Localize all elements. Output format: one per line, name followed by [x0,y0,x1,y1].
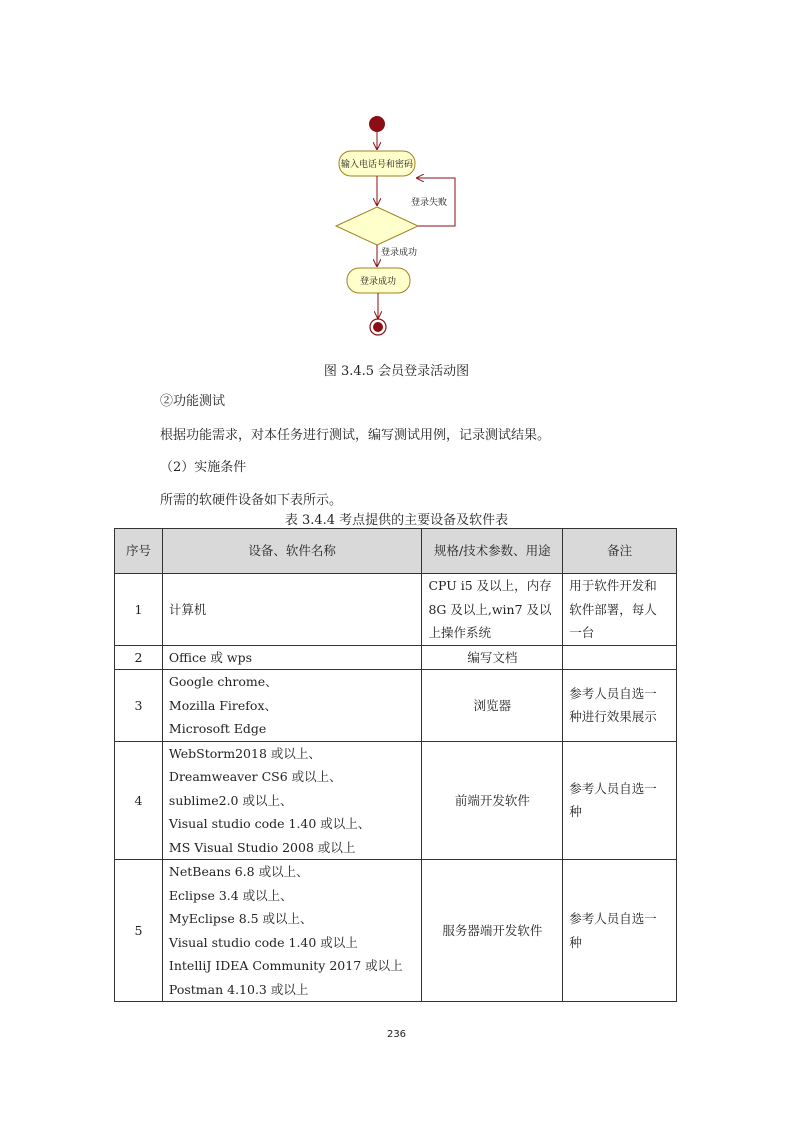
page-number: 236 [386,1029,407,1040]
section-heading-function-test: ②功能测试 [160,394,226,409]
start-node [369,116,385,132]
activity-success-label: 登录成功 [359,277,397,287]
fail-edge-label: 登录失败 [411,198,448,208]
table-row [115,645,677,670]
cell-spec: 前端开发软件 [422,741,563,860]
cell-note: 参考人员自选一 种 [563,741,677,860]
cell-spec: CPU i5 及以上，内存 8G 及以上,win7 及以 上操作系统 [422,574,563,646]
table-row [115,670,677,742]
cell-note: 参考人员自选一 种 [563,860,677,1002]
header-note: 备注 [563,529,677,574]
cell-name: WebStorm2018 或以上、 Dreamweaver CS6 或以上、 sublime2.0 或以上、 Visual studio code 1.40 或以上、 MS Visual Studio 2008 或以上 [162,741,422,860]
cell-no: 1 [115,574,163,646]
table-row [115,741,677,860]
cell-note [563,645,677,670]
activity-input-label: 输入电话号和密码 [340,160,414,170]
equipment-table [114,528,677,1002]
header-spec: 规格/技术参数、用途 [422,529,563,574]
cell-name: Office 或 wps [162,645,422,670]
success-edge-label: 登录成功 [381,248,418,258]
cell-no: 2 [115,645,163,670]
header-no: 序号 [115,529,163,574]
figure-caption: 图 3.4.5 会员登录活动图 [323,364,470,379]
table-caption: 表 3.4.4 考点提供的主要设备及软件表 [284,513,509,528]
table-row [115,860,677,1002]
cell-spec: 服务器端开发软件 [422,860,563,1002]
cell-no: 4 [115,741,163,860]
login-activity-diagram [0,0,793,360]
cell-note: 用于软件开发和 软件部署，每人 一台 [563,574,677,646]
table-header-row [115,529,677,574]
section-heading-conditions: （2）实施条件 [160,460,247,475]
cell-note: 参考人员自选一 种进行效果展示 [563,670,677,742]
cell-no: 3 [115,670,163,742]
cell-spec: 编写文档 [422,645,563,670]
header-name: 设备、软件名称 [162,529,422,574]
cell-name: NetBeans 6.8 或以上、 Eclipse 3.4 或以上、 MyEclipse 8.5 或以上、 Visual studio code 1.40 或以上 IntelliJ IDEA Community 2017 或以上 Postman 4.10.3 或以上 [162,860,422,1002]
cell-name: 计算机 [162,574,422,646]
cell-spec: 浏览器 [422,670,563,742]
cell-no: 5 [115,860,163,1002]
section-paragraph-test: 根据功能需求，对本任务进行测试，编写测试用例，记录测试结果。 [160,428,551,443]
cell-name: Google chrome、 Mozilla Firefox、 Microsoft Edge [162,670,422,742]
decision-node [336,207,418,245]
section-paragraph-equipment: 所需的软硬件设备如下表所示。 [160,493,343,508]
table-row [115,574,677,646]
